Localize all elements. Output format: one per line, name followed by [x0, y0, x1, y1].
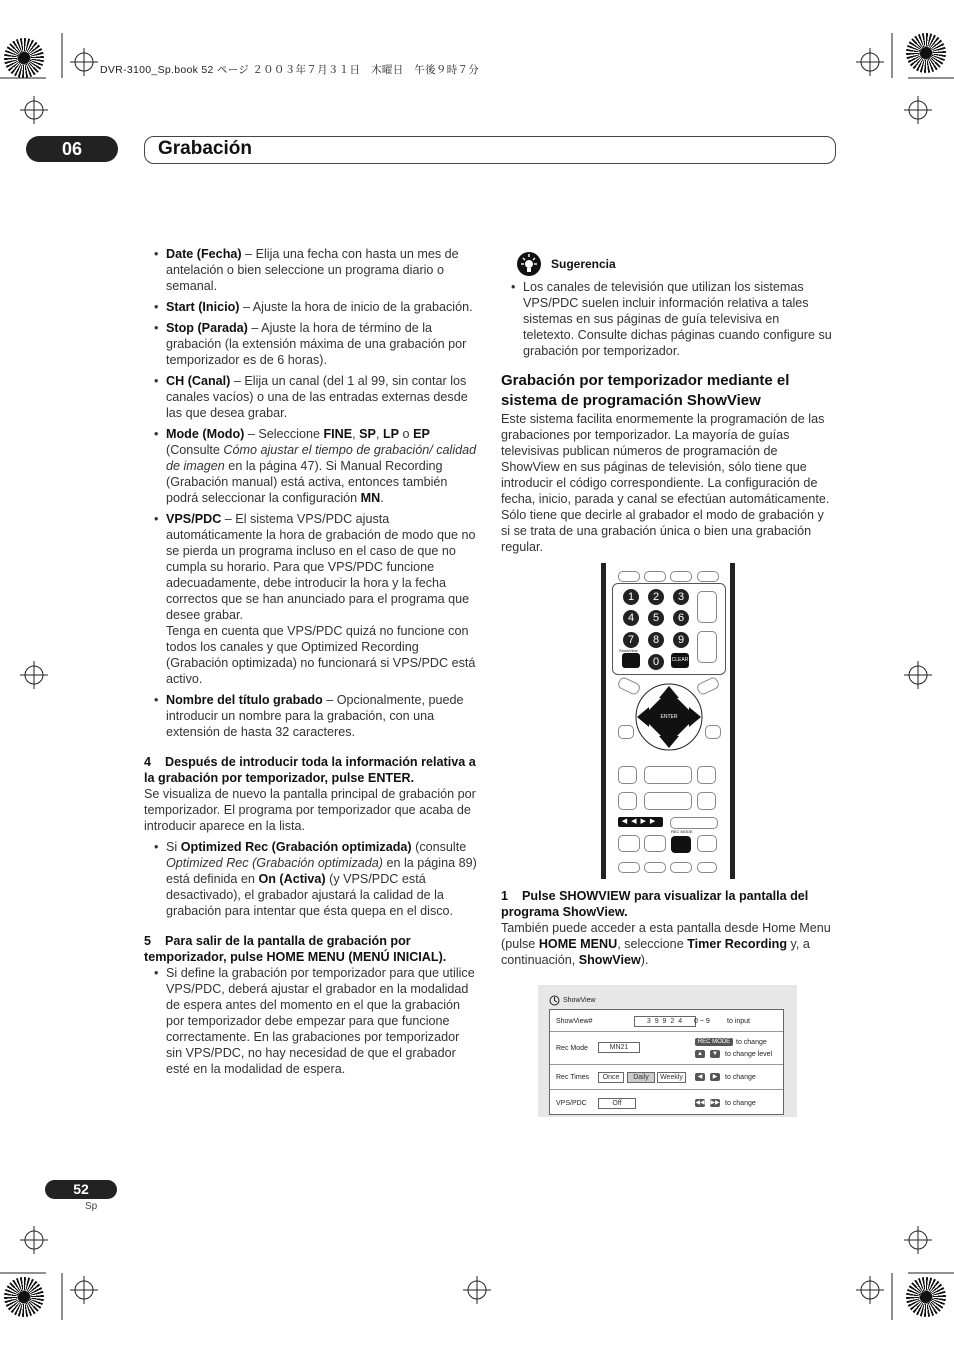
rec-mode-label: Rec Mode: [556, 1045, 588, 1052]
bullet-start: • Start (Inicio) – Ajuste la hora de inicio de la grabación.: [144, 299, 478, 315]
bullet-date: • Date (Fecha) – Elija una fecha con hasta un mes de antelación o bien seleccione un programa diario o semanal.: [144, 246, 478, 294]
print-header: DVR-3100_Sp.book 52 ページ ２００３年７月３１日 木曜日 午後９時７分: [100, 64, 480, 76]
to-change-hint: to change: [725, 1100, 756, 1107]
right-arrow-icon: ▶: [710, 1073, 720, 1081]
bullet-optimized-rec: • Si Optimized Rec (Grabación optimizada) (consulte Optimized Rec (Grabación optimizada) en la página 89) está definida en On (Activa) (y VPS/PDC está desactivado), el grabador ajustará la calidad de la grabación para intentar que ésta quepa en el disco.: [144, 839, 478, 919]
bullet-vps: • VPS/PDC – El sistema VPS/PDC ajusta automáticamente la hora de grabación de modo que no se pierda un programa incluso en el caso de que no cumpla su horario. Para que VPS/PDC funcione adecuadamente, debe introducir la hora y la fecha correctos que se han anunciado para el programa que desee grabar. Tenga en cuenta que VPS/PDC quizá no funcione con todos los canales y que Optimized Recording (Grabación optimizada) no funcionará si VPS/PDC está activo.: [144, 511, 478, 687]
to-change-hint: to change: [725, 1074, 756, 1081]
digit-4-button: 4: [623, 610, 639, 626]
left-arrow-icon: ◀: [695, 1073, 705, 1081]
tip-lightbulb-icon: [516, 251, 542, 277]
remote-button: [644, 766, 692, 784]
option-weekly: Weekly: [657, 1072, 686, 1083]
remote-button: [644, 862, 666, 873]
step1-block: [501, 888, 836, 968]
tip-label: Sugerencia: [551, 257, 616, 271]
enter-button: ENTER: [655, 706, 683, 728]
to-change-level-hint: to change level: [725, 1051, 773, 1058]
screen-title: ShowView: [563, 997, 596, 1004]
remote-top-button: [618, 571, 640, 582]
step1-body: También puede acceder a esta pantalla desde Home Menu (pulse HOME MENU, seleccione Timer Recording y, a continuación, ShowView).: [501, 921, 831, 967]
digit-8-button: 8: [648, 632, 664, 648]
remote-button: [618, 862, 640, 873]
remote-button: [644, 835, 666, 852]
remote-button: [618, 792, 637, 810]
digit-1-button: 1: [623, 589, 639, 605]
rec-mode-field: MN21: [598, 1042, 640, 1053]
bullet-standby: • Si define la grabación por temporizador para que utilice VPS/PDC, deberá ajustar el grabador en la modalidad de espera antes del momento en el que la grabación por temporizador debe empezar para que funcione correctamente. En las grabaciones por temporizador sin VPS/PDC, no hay necesidad de que el grabador esté en la modalidad de espera.: [144, 965, 478, 1077]
rewind-ff-buttons: ◀◀▶▶: [618, 817, 663, 827]
digit-0-button: 0: [648, 654, 664, 670]
step4-heading: 4 Después de introducir toda la información relativa a la grabación por temporizador, pulse ENTER.: [144, 755, 476, 785]
registration-starburst: [906, 33, 946, 73]
remote-top-button: [697, 571, 719, 582]
remote-button: [697, 862, 717, 873]
left-column: [144, 246, 478, 1082]
section-heading-showview: Grabación por temporizador mediante el sistema de programación ShowView: [501, 372, 790, 409]
step1-heading: 1 Pulse SHOWVIEW para visualizar la pantalla del programa ShowView.: [501, 889, 809, 919]
remote-button: [618, 766, 637, 784]
digit-keys-hint: 0 ~ 9: [694, 1018, 710, 1025]
digit-3-button: 3: [673, 589, 689, 605]
showview-key-label: ShowView: [619, 648, 638, 653]
digit-6-button: 6: [673, 610, 689, 626]
chapter-title: Grabación: [158, 138, 252, 159]
to-input-hint: to input: [727, 1018, 750, 1025]
digit-9-button: 9: [673, 632, 689, 648]
remote-side-button: [697, 591, 717, 623]
showview-number-label: ShowView#: [556, 1018, 593, 1025]
rec-mode-button: [671, 836, 691, 853]
vps-pdc-label: VPS/PDC: [556, 1100, 587, 1107]
tip-text: • Los canales de televisión que utilizan los sistemas VPS/PDC suelen incluir información relativa a tales sistemas en sus páginas de guía televisiva en teletexto. Consulte dichas páginas cuando configure su grabación por temporizador.: [501, 279, 833, 359]
remote-top-button: [670, 571, 692, 582]
row-divider: [550, 1064, 783, 1065]
digit-7-button: 7: [623, 632, 639, 648]
row-divider: [550, 1089, 783, 1090]
screen-panel: [549, 1009, 784, 1115]
skip-forward-icon: ▶▶: [710, 1100, 720, 1106]
step4-body: Se visualiza de nuevo la pantalla principal de grabación por temporizador. El programa por temporizador que acaba de introducir aparece en la lista.: [144, 787, 476, 833]
remote-control-illustration: [601, 563, 735, 879]
clear-button: CLEAR: [671, 653, 689, 668]
remote-button: [697, 792, 716, 810]
bullet-stop: • Stop (Parada) – Ajuste la hora de término de la grabación (la extensión máxima de una grabación por temporizador es de 6 horas).: [144, 320, 478, 368]
bullet-channel: • CH (Canal) – Elija un canal (del 1 al 99, sin contar los canales vacíos) o una de las entradas externas desde las que desea grabar.: [144, 373, 478, 421]
showview-icon: [549, 995, 560, 1006]
digit-2-button: 2: [648, 589, 664, 605]
option-once: Once: [598, 1072, 624, 1083]
to-change-hint: to change: [736, 1039, 767, 1046]
remote-top-button: [644, 571, 666, 582]
up-arrow-icon: ▲: [695, 1050, 705, 1058]
chapter-number: 06: [26, 136, 118, 162]
showview-button: [622, 653, 640, 668]
remote-edge-left: [601, 563, 606, 879]
rec-times-label: Rec Times: [556, 1074, 590, 1081]
showview-number-field: 3 9 9 2 4: [634, 1016, 696, 1027]
row-divider: [550, 1031, 783, 1032]
skip-back-icon: ◀◀: [695, 1100, 705, 1106]
showview-screen: [538, 985, 797, 1117]
remote-small-button: [618, 725, 634, 739]
option-daily: Daily: [627, 1072, 655, 1083]
remote-side-button: [697, 631, 717, 663]
remote-button: [670, 817, 718, 829]
rec-mode-key-label: REC MODE: [671, 829, 693, 834]
registration-starburst: [906, 1277, 946, 1317]
page-number: 52: [45, 1180, 117, 1199]
rec-mode-key: REC MODE: [695, 1038, 733, 1046]
remote-edge-right: [730, 563, 735, 879]
digit-5-button: 5: [648, 610, 664, 626]
remote-button: [697, 766, 716, 784]
remote-button: [670, 862, 692, 873]
remote-button: [618, 835, 640, 852]
vps-pdc-field: Off: [598, 1098, 636, 1109]
down-arrow-icon: ▼: [710, 1050, 720, 1058]
language-code: Sp: [85, 1201, 98, 1212]
registration-starburst: [4, 38, 44, 78]
showview-intro: Este sistema facilita enormemente la programación de las grabaciones por temporizador. La mayoría de guías televisivas publican números de programación de ShowView en sus páginas de televisión, sólo tiene que introducir el código correspondiente. La configuración de fecha, inicio, parada y canal se efectúan automáticamente. Sólo tiene que decirle al grabador el modo de grabación y si se trata de una grabación única o bien una grabación regular.: [501, 412, 830, 554]
step5-heading: 5 Para salir de la pantalla de grabación por temporizador, pulse HOME MENU (MENÚ INICIAL).: [144, 934, 447, 964]
bullet-mode: • Mode (Modo) – Seleccione FINE, SP, LP o EP (Consulte Cómo ajustar el tiempo de grabación/ calidad de imagen en la página 47). Si Manual Recording (Grabación manual) está activa, entonces también podrá seleccionar la configuración MN.: [144, 426, 478, 506]
remote-small-button: [705, 725, 721, 739]
remote-button: [697, 835, 717, 852]
bullet-title-name: • Nombre del título grabado – Opcionalmente, puede introducir un nombre para la grabación, con una extensión de hasta 32 caracteres.: [144, 692, 478, 740]
registration-starburst: [4, 1277, 44, 1317]
remote-button: [644, 792, 692, 810]
